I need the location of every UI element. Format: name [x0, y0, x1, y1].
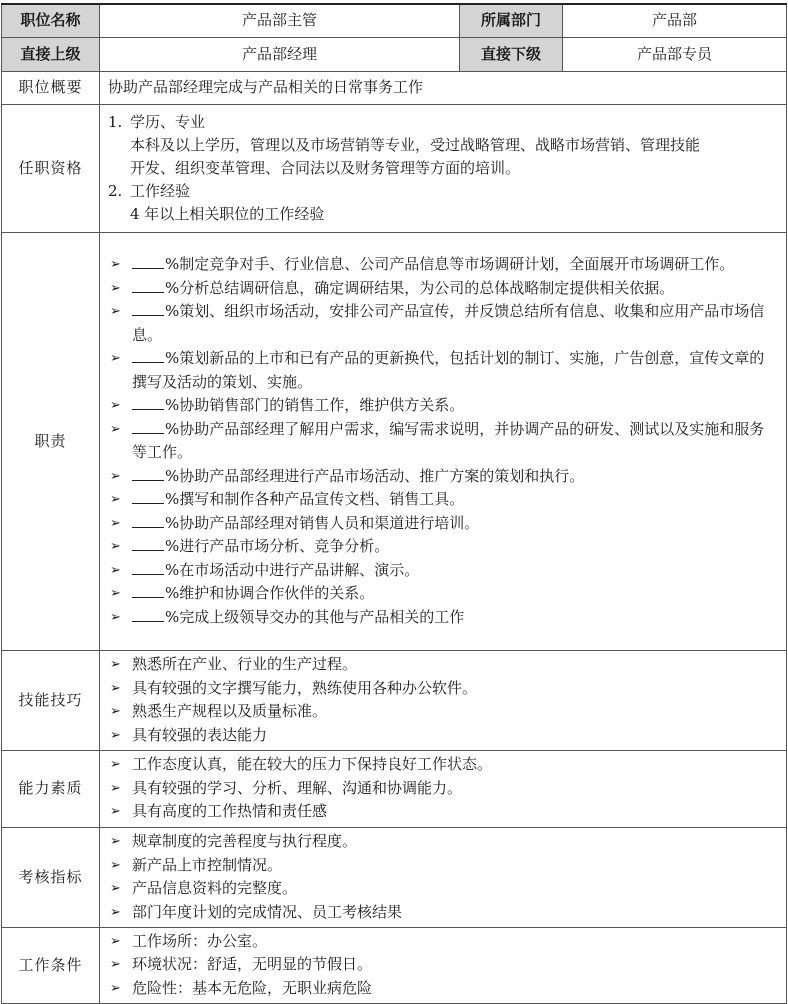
- duties-row: [2, 232, 787, 650]
- percentage-blank: [132, 278, 164, 293]
- skills-item: [108, 677, 778, 701]
- bullet-arrow-icon: ➢: [110, 704, 121, 719]
- assessment-item: [108, 877, 778, 901]
- assessment-item: [108, 901, 778, 925]
- job-title-label: 职位名称: [2, 4, 100, 37]
- assessment-item-text: 产品信息资料的完整度。: [132, 879, 298, 897]
- bullet-arrow-icon: ➢: [110, 421, 121, 437]
- abilities-item: [108, 800, 778, 824]
- percentage-blank: [132, 607, 164, 622]
- bullet-arrow-icon: ➢: [110, 515, 121, 531]
- bullet-arrow-icon: ➢: [110, 468, 121, 484]
- duties-item-text: %策划、组织市场活动，安排公司产品宣传，并反馈总结所有信息、收集和应用产品市场信息。: [132, 302, 765, 344]
- duties-item-text: %进行产品市场分析、竞争分析。: [165, 537, 390, 555]
- bullet-arrow-icon: ➢: [110, 609, 121, 625]
- superior-label: 直接上级: [2, 37, 100, 71]
- bullet-arrow-icon: ➢: [110, 834, 121, 849]
- bullet-arrow-icon: ➢: [110, 680, 121, 696]
- header-row-1: [2, 4, 787, 37]
- abilities-item: [108, 777, 778, 801]
- abilities-item: [108, 753, 778, 777]
- conditions-item: [108, 977, 778, 1001]
- subordinate-value: 产品部专员: [563, 37, 787, 71]
- overview-text: 协助产品部经理完成与产品相关的日常事务工作: [100, 71, 787, 104]
- item-number: 2.: [108, 181, 123, 200]
- bullet-arrow-icon: ➢: [110, 304, 121, 319]
- percentage-blank: [132, 348, 164, 363]
- bullet-arrow-icon: ➢: [110, 586, 121, 601]
- bullet-arrow-icon: ➢: [110, 957, 121, 973]
- qualification-item-education: [108, 111, 778, 134]
- skills-item: [108, 700, 778, 724]
- conditions-content: [100, 927, 787, 1003]
- duties-item: [108, 559, 778, 583]
- conditions-item: [108, 953, 778, 977]
- bullet-arrow-icon: ➢: [110, 980, 121, 996]
- percentage-blank: [132, 301, 164, 316]
- bullet-arrow-icon: ➢: [110, 757, 121, 773]
- qualification-item-experience: [108, 180, 778, 203]
- duties-item: [108, 465, 778, 489]
- conditions-label: 工作条件: [2, 927, 100, 1003]
- superior-value: 产品部经理: [100, 37, 460, 71]
- assessment-item-text: 部门年度计划的完成情况、员工考核结果: [132, 902, 403, 921]
- abilities-row: [2, 750, 787, 827]
- duties-item: [108, 418, 778, 465]
- assessment-item-text: 新产品上市控制情况。: [132, 855, 283, 874]
- percentage-blank: [132, 513, 164, 528]
- item-title: 工作经验: [130, 181, 191, 200]
- percentage-blank: [132, 419, 164, 434]
- bullet-arrow-icon: ➢: [110, 780, 121, 796]
- bullet-arrow-icon: ➢: [110, 657, 121, 672]
- duties-item: [108, 277, 778, 301]
- conditions-item: [108, 930, 778, 954]
- percentage-blank: [132, 395, 164, 410]
- skills-list: [108, 653, 778, 747]
- duties-item-text: %协助产品部经理了解用户需求，编写需求说明，并协调产品的研发、测试以及实施和服务等工作。: [132, 419, 765, 461]
- assessment-list: [108, 830, 778, 924]
- assessment-item: [108, 854, 778, 878]
- duties-item: [108, 347, 778, 394]
- qualifications-label: 任职资格: [2, 104, 100, 232]
- bullet-arrow-icon: ➢: [110, 933, 121, 949]
- percentage-blank: [132, 536, 164, 551]
- abilities-list: [108, 753, 778, 824]
- item-number: 1.: [108, 112, 123, 131]
- duties-item-text: %维护和协调合作伙伴的关系。: [165, 584, 375, 602]
- skills-item-text: 熟悉所在产业、行业的生产过程。: [132, 655, 358, 673]
- duties-item: [108, 253, 778, 277]
- bullet-arrow-icon: ➢: [110, 280, 121, 296]
- header-row-2: [2, 37, 787, 71]
- conditions-list: [108, 930, 778, 1001]
- overview-row: [2, 71, 787, 104]
- bullet-arrow-icon: ➢: [110, 727, 121, 743]
- bullet-arrow-icon: ➢: [110, 857, 121, 873]
- assessment-item: [108, 830, 778, 854]
- duties-item: [108, 535, 778, 559]
- conditions-row: [2, 927, 787, 1003]
- duties-item-text: %协助产品部经理进行产品市场活动、推广方案的策划和执行。: [165, 466, 585, 485]
- department-label: 所属部门: [460, 4, 563, 37]
- duties-item-text: %制定竞争对手、行业信息、公司产品信息等市场调研计划，全面展开市场调研工作。: [165, 255, 735, 273]
- abilities-item-text: 工作态度认真，能在较大的压力下保持良好工作状态。: [132, 755, 493, 774]
- qualification-detail-line: 开发、组织变革管理、合同法以及财务管理等方面的培训。: [130, 158, 521, 177]
- bullet-arrow-icon: ➢: [110, 351, 121, 366]
- assessment-content: [100, 827, 787, 927]
- abilities-content: [100, 750, 787, 827]
- bullet-arrow-icon: ➢: [110, 881, 121, 896]
- duties-item-text: %在市场活动中进行产品讲解、演示。: [165, 560, 420, 579]
- duties-item-text: %完成上级领导交办的其他与产品相关的工作: [165, 607, 465, 626]
- duties-item: [108, 606, 778, 630]
- item-title: 学历、专业: [130, 112, 206, 131]
- job-title-value: 产品部主管: [100, 4, 460, 37]
- duties-item: [108, 488, 778, 512]
- qualifications-content: [100, 104, 787, 232]
- conditions-item-text: 环境状况：舒适，无明显的节假日。: [132, 955, 373, 974]
- duties-item-text: %分析总结调研信息，确定调研结果，为公司的总体战略制定提供相关依据。: [165, 278, 675, 297]
- conditions-item-text: 工作场所：办公室。: [132, 931, 268, 950]
- percentage-blank: [132, 489, 164, 504]
- skills-item-text: 熟悉生产规程以及质量标准。: [132, 702, 328, 720]
- skills-label: 技能技巧: [2, 650, 100, 750]
- bullet-arrow-icon: ➢: [110, 904, 121, 920]
- assessment-row: [2, 827, 787, 927]
- skills-item-text: 具有较强的表达能力: [132, 725, 268, 744]
- duties-list: [108, 253, 778, 629]
- job-description-table: [1, 3, 787, 1004]
- duties-label: 职责: [2, 232, 100, 650]
- qualification-detail-line: 本科及以上学历，管理以及市场营销等专业，受过战略管理、战略市场营销、管理技能: [130, 135, 701, 154]
- duties-item-text: %撰写和制作各种产品宣传文档、销售工具。: [165, 490, 465, 508]
- assessment-item-text: 规章制度的完善程度与执行程度。: [132, 832, 358, 850]
- overview-label: 职位概要: [2, 71, 100, 104]
- skills-item-text: 具有较强的文字撰写能力，熟练使用各种办公软件。: [132, 678, 478, 697]
- skills-item: [108, 724, 778, 748]
- duties-item: [108, 394, 778, 418]
- department-value: 产品部: [563, 4, 787, 37]
- bullet-arrow-icon: ➢: [110, 562, 121, 578]
- duties-item: [108, 512, 778, 536]
- duties-content: [100, 232, 787, 650]
- duties-item-text: %协助产品部经理对销售人员和渠道进行培训。: [165, 513, 480, 532]
- duties-item: [108, 300, 778, 347]
- bullet-arrow-icon: ➢: [110, 539, 121, 554]
- bullet-arrow-icon: ➢: [110, 398, 121, 413]
- duties-item-text: %策划新品的上市和已有产品的更新换代，包括计划的制订、实施，广告创意，宣传文章的撰写及活动的策划、实施。: [132, 349, 765, 391]
- abilities-item-text: 具有较强的学习、分析、理解、沟通和协调能力。: [132, 778, 463, 797]
- bullet-arrow-icon: ➢: [110, 804, 121, 820]
- subordinate-label: 直接下级: [460, 37, 563, 71]
- conditions-item-text: 危险性：基本无危险，无职业病危险: [132, 978, 373, 997]
- percentage-blank: [132, 560, 164, 575]
- assessment-label: 考核指标: [2, 827, 100, 927]
- skills-content: [100, 650, 787, 750]
- skills-item: [108, 653, 778, 677]
- percentage-blank: [132, 583, 164, 598]
- abilities-label: 能力素质: [2, 750, 100, 827]
- qualification-detail-line: 4 年以上相关职位的工作经验: [130, 204, 325, 223]
- duties-item: [108, 582, 778, 606]
- bullet-arrow-icon: ➢: [110, 492, 121, 507]
- percentage-blank: [132, 466, 164, 481]
- duties-item-text: %协助销售部门的销售工作，维护供方关系。: [165, 396, 465, 414]
- abilities-item-text: 具有高度的工作热情和责任感: [132, 802, 328, 821]
- skills-row: [2, 650, 787, 750]
- qualifications-row: [2, 104, 787, 232]
- percentage-blank: [132, 254, 164, 269]
- bullet-arrow-icon: ➢: [110, 257, 121, 272]
